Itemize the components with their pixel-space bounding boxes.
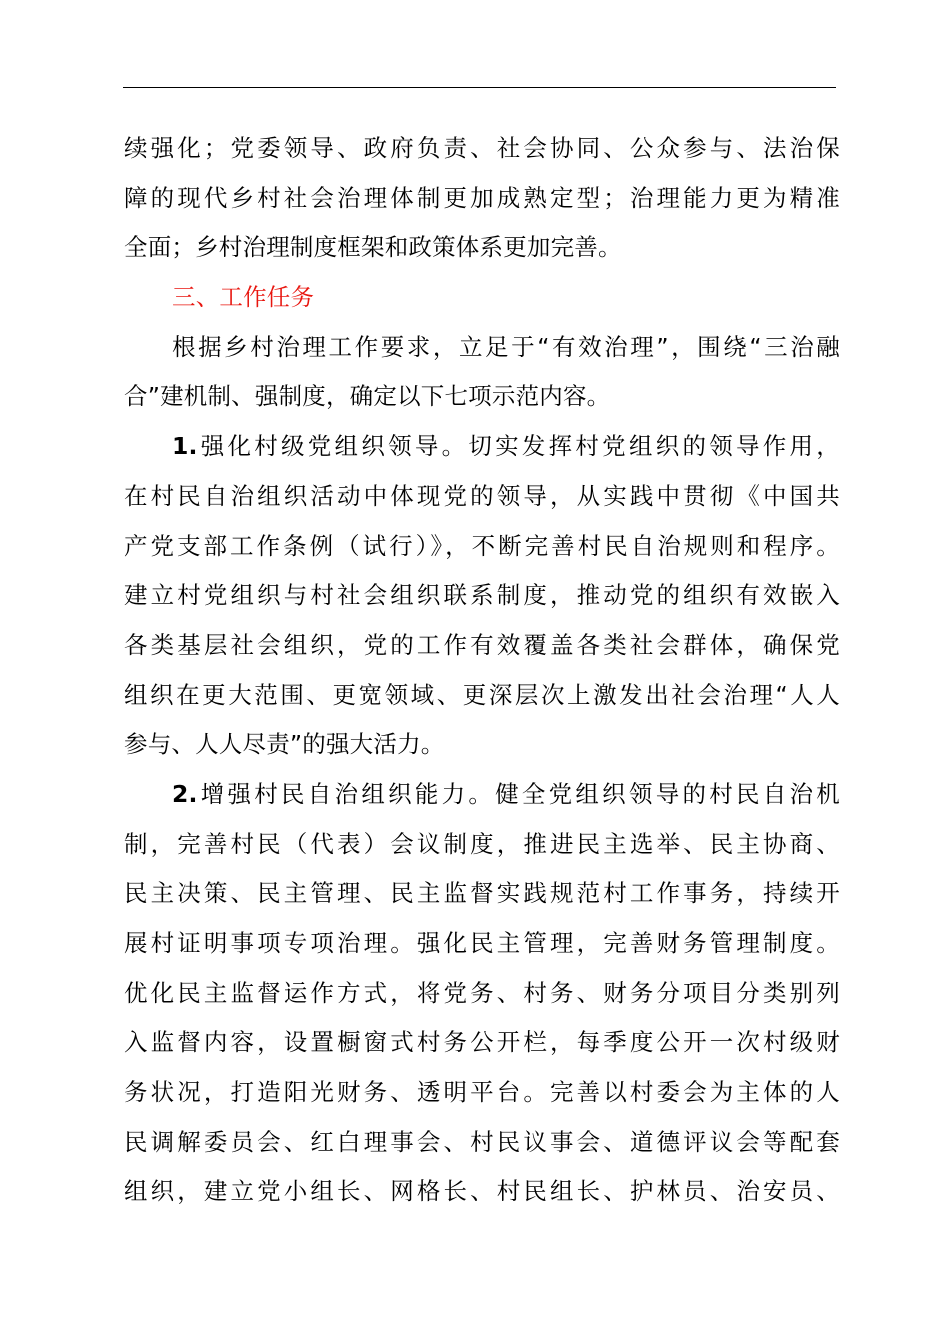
paragraph-line: 各类基层社会组织，党的工作有效覆盖各类社会群体，确保党 xyxy=(124,630,840,659)
paragraph-line: 展村证明事项专项治理。强化民主管理，完善财务管理制度。 xyxy=(124,929,840,957)
paragraph-line: 全面；乡村治理制度框架和政策体系更加完善。 xyxy=(124,233,622,262)
item-text: 增强村民自治组织能力。健全党组织领导的村民自治机 xyxy=(197,779,840,808)
paragraph-line: 组织在更大范围、更宽领域、更深层次上激发出社会治理“人人 xyxy=(124,680,840,709)
item-number: 2. xyxy=(172,779,198,808)
paragraph-line: 入监督内容，设置橱窗式村务公开栏，每季度公开一次村级财 xyxy=(124,1028,840,1057)
paragraph-line: 在村民自治组织活动中体现党的领导，从实践中贯彻《中国共 xyxy=(124,481,840,510)
item-1-first-line xyxy=(124,422,840,472)
paragraph-line: 制，完善村民（代表）会议制度，推进民主选举、民主协商、 xyxy=(124,829,840,858)
paragraph-line: 障的现代乡村社会治理体制更加成熟定型；治理能力更为精准 xyxy=(124,183,840,212)
paragraph-line: 产党支部工作条例（试行）》，不断完善村民自治规则和程序。 xyxy=(124,531,840,560)
paragraph-line: 参与、人人尽责”的强大活力。 xyxy=(124,730,445,759)
paragraph-line: 根据乡村治理工作要求，立足于“有效治理”，围绕“三治融 xyxy=(172,332,840,361)
paragraph-line: 务状况，打造阳光财务、透明平台。完善以村委会为主体的人 xyxy=(124,1078,840,1107)
section-heading: 三、工作任务 xyxy=(172,283,315,312)
header-rule xyxy=(123,87,836,88)
item-text: 强化村级党组织领导。切实发挥村党组织的领导作用， xyxy=(197,432,840,461)
paragraph-line: 建立村党组织与村社会组织联系制度，推动党的组织有效嵌入 xyxy=(124,581,840,610)
paragraph-line: 合”建机制、强制度，确定以下七项示范内容。 xyxy=(124,382,611,411)
paragraph-line: 组织，建立党小组长、网格长、村民组长、护林员、治安员、 xyxy=(124,1177,840,1206)
paragraph-line: 优化民主监督运作方式，将党务、村务、财务分项目分类别列 xyxy=(124,978,840,1007)
paragraph-line: 民主决策、民主管理、民主监督实践规范村工作事务，持续开 xyxy=(124,879,840,908)
paragraph-line: 民调解委员会、红白理事会、村民议事会、道德评议会等配套 xyxy=(124,1127,840,1156)
item-2-first-line xyxy=(124,770,840,820)
document-body xyxy=(124,124,840,1217)
paragraph-line: 续强化；党委领导、政府负责、社会协同、公众参与、法治保 xyxy=(124,134,840,162)
item-number: 1. xyxy=(172,432,198,461)
